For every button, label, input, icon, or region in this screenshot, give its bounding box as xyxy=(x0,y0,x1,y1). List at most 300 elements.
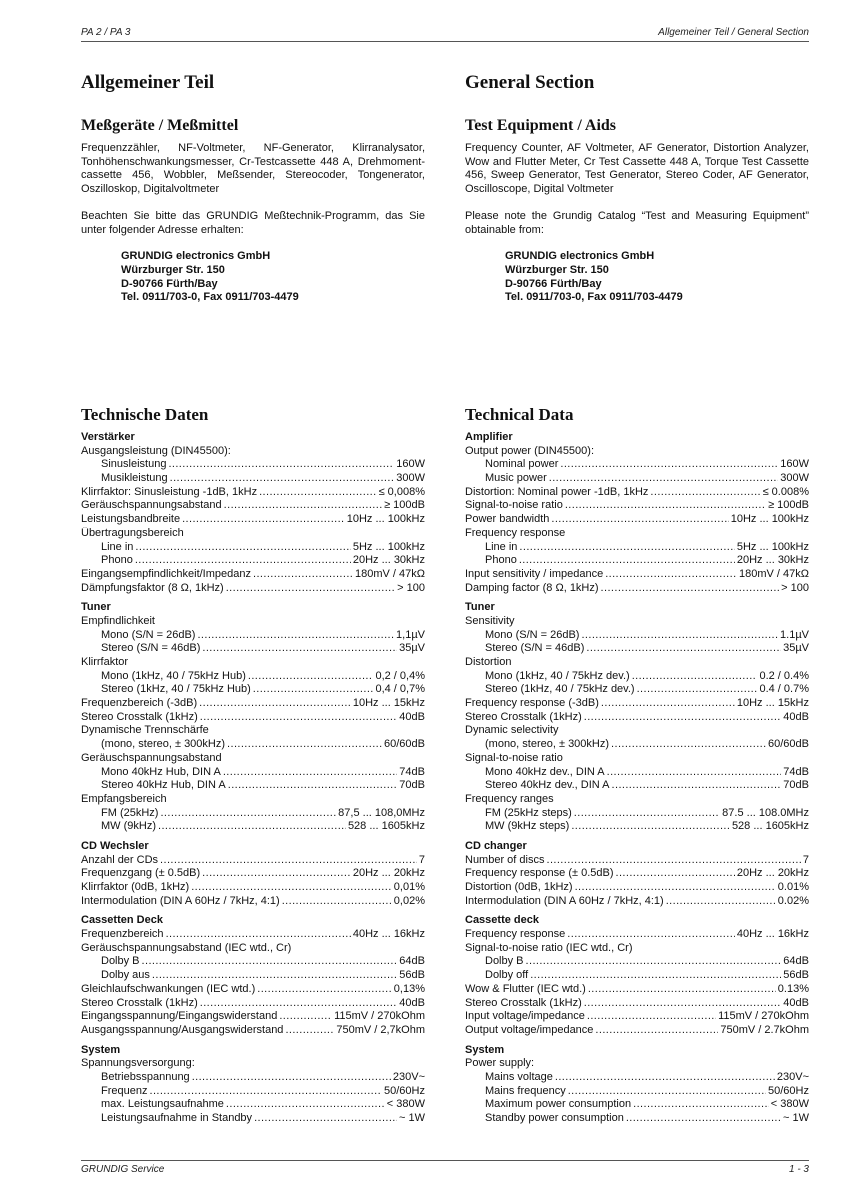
en-address-line: Tel. 0911/703-0, Fax 0911/703-4479 xyxy=(505,291,683,304)
spec-label: Frequenzbereich (-3dB) xyxy=(81,697,198,710)
spec-label: Dolby aus xyxy=(101,969,150,982)
spec-value: 528 ... 1605kHz xyxy=(347,820,425,833)
spec-value: 1,1µV xyxy=(396,628,425,641)
de-address-line: Tel. 0911/703-0, Fax 0911/703-4479 xyxy=(121,291,299,304)
spec-label: Stereo Crosstalk (1kHz) xyxy=(465,710,582,723)
dot-leader xyxy=(170,472,395,486)
spec-row xyxy=(81,486,425,500)
spec-label: Leistungsaufnahme in Standby xyxy=(101,1112,253,1124)
dot-leader xyxy=(574,807,720,821)
dot-leader xyxy=(565,499,766,513)
spec-label: Musikleistung xyxy=(101,472,168,485)
spec-row xyxy=(81,582,425,596)
spec-label: MW (9kHz) xyxy=(101,820,156,833)
spec-value: ≤ 0,008% xyxy=(378,485,425,498)
spec-label: Empfindlichkeit xyxy=(81,614,155,627)
spec-row xyxy=(465,711,809,725)
spec-label: max. Leistungsaufnahme xyxy=(101,1098,224,1111)
dot-leader xyxy=(227,738,382,752)
en-spec-list xyxy=(465,431,809,1126)
dot-leader xyxy=(551,513,728,527)
spec-section-title: Tuner xyxy=(465,601,495,614)
spec-label: Übertragungsbereich xyxy=(81,526,184,539)
spec-row xyxy=(465,807,809,821)
en-equipment-list: Frequency Counter, AF Voltmeter, AF Generator, Distortion Analyzer, Wow and Flutter Meter, Cr Test Cassette 448 A, Torque Test Cassette 456, Sweep Generator, Test Generator, Stereo Coder, AF Generator, Oscilloscope, Digital Voltmeter xyxy=(465,142,809,196)
spec-value: < 380W xyxy=(770,1098,809,1111)
dot-leader xyxy=(158,820,346,834)
spec-label: Stereo (S/N = 46dB) xyxy=(101,642,201,655)
spec-label: Mono (S/N = 26dB) xyxy=(485,628,580,641)
spec-row xyxy=(81,820,425,834)
spec-row xyxy=(465,683,809,697)
spec-label: Standby power consumption xyxy=(485,1112,624,1124)
spec-row xyxy=(81,670,425,684)
spec-label: Eingangsempfindlichkeit/Impedanz xyxy=(81,567,251,580)
spec-value: 20Hz ... 30kHz xyxy=(736,554,809,567)
spec-value: 35µV xyxy=(783,642,809,655)
spec-label: Dolby B xyxy=(101,955,140,968)
spec-label: Phono xyxy=(101,554,133,567)
spec-value: 64dB xyxy=(783,955,809,968)
spec-row xyxy=(465,766,809,780)
spec-row xyxy=(465,820,809,834)
spec-value: 0,01% xyxy=(393,881,425,893)
spec-row xyxy=(81,867,425,881)
spec-row xyxy=(465,779,809,793)
spec-row xyxy=(81,969,425,983)
spec-row xyxy=(81,541,425,555)
spec-row xyxy=(465,568,809,582)
spec-row xyxy=(465,527,809,541)
dot-leader xyxy=(248,670,374,684)
spec-label: Klirrfaktor: Sinusleistung -1dB, 1kHz xyxy=(81,485,258,498)
en-title: General Section xyxy=(465,72,595,93)
spec-label: Mains voltage xyxy=(485,1070,553,1083)
spec-row xyxy=(81,458,425,472)
spec-row xyxy=(465,582,809,596)
dot-leader xyxy=(588,983,776,997)
spec-value: 40dB xyxy=(783,996,809,1009)
spec-section-title: Verstärker xyxy=(81,431,135,443)
de-equipment-list: Frequenzzähler, NF-Voltmeter, NF-Generator, Klirranalysator, Tonhöhenschwankungsmesser, Cr-Testcassette 448 A, Drehmoment-cassette 456, Wobbler, Meßsender, Stereocoder, Tongenerator, Oszilloskop, Digitalvoltmeter xyxy=(81,142,425,196)
page-footer xyxy=(81,1160,809,1178)
spec-label: Input sensitivity / impedance xyxy=(465,567,604,580)
dot-leader xyxy=(587,1010,716,1024)
spec-label: Distortion: Nominal power -1dB, 1kHz xyxy=(465,485,649,498)
spec-label: Spannungsversorgung: xyxy=(81,1057,195,1070)
dot-leader xyxy=(567,928,735,942)
spec-label: Maximum power consumption xyxy=(485,1098,632,1111)
spec-label: Anzahl der CDs xyxy=(81,853,159,866)
spec-value: < 380W xyxy=(386,1098,425,1111)
dot-leader xyxy=(611,738,766,752)
dot-leader xyxy=(152,969,397,983)
spec-label: Sinusleistung xyxy=(101,458,167,471)
dot-leader xyxy=(228,779,398,793)
spec-row xyxy=(81,656,425,670)
spec-label: Stereo (1kHz, 40 / 75kHz Hub) xyxy=(101,683,251,696)
spec-value: 40Hz ... 16kHz xyxy=(736,928,809,941)
dot-leader xyxy=(197,629,394,643)
spec-section-title: Cassette deck xyxy=(465,914,539,927)
spec-label: Frequency response (-3dB) xyxy=(465,697,599,710)
spec-value: 0.01% xyxy=(777,881,809,893)
spec-row xyxy=(81,955,425,969)
spec-row xyxy=(81,472,425,486)
spec-label: Dolby B xyxy=(485,955,524,968)
spec-label: Phono xyxy=(485,554,517,567)
en-address xyxy=(465,250,809,305)
spec-value: 160W xyxy=(780,458,809,471)
spec-value: ≥ 100dB xyxy=(384,499,425,512)
spec-value: ~ 1W xyxy=(783,1112,809,1124)
spec-value: 0,4 / 0,7% xyxy=(375,683,425,696)
dot-leader xyxy=(530,969,781,983)
spec-value: 10Hz ... 15kHz xyxy=(736,697,809,710)
en-subtitle: Test Equipment / Aids xyxy=(465,117,617,134)
spec-value: 1.1µV xyxy=(780,628,809,641)
spec-row xyxy=(81,766,425,780)
spec-label: Dynamic selectivity xyxy=(465,724,559,737)
spec-label: Damping factor (8 Ω, 1kHz) xyxy=(465,581,599,594)
spec-row xyxy=(81,1085,425,1099)
spec-value: 230V~ xyxy=(776,1070,809,1083)
de-title: Allgemeiner Teil xyxy=(81,72,215,93)
spec-row xyxy=(81,711,425,725)
spec-label: Geräuschspannungsabstand (IEC wtd., Cr) xyxy=(81,941,292,954)
en-technical-data xyxy=(465,405,809,1126)
spec-row xyxy=(81,738,425,752)
dot-leader xyxy=(149,1085,382,1099)
spec-value: 0,2 / 0,4% xyxy=(375,669,425,682)
header-model: PA 2 / PA 3 xyxy=(81,27,131,38)
spec-label: Signal-to-noise ratio xyxy=(465,751,563,764)
spec-label: Input voltage/impedance xyxy=(465,1010,585,1023)
spec-value: 56dB xyxy=(783,969,809,982)
spec-row xyxy=(465,724,809,738)
dot-leader xyxy=(285,1024,334,1038)
spec-label: Line in xyxy=(101,540,134,553)
dot-leader xyxy=(200,997,398,1011)
spec-value: 300W xyxy=(396,472,425,485)
spec-value: 115mV / 270kOhm xyxy=(334,1010,425,1023)
spec-label: (mono, stereo, ± 300kHz) xyxy=(485,738,610,751)
dot-leader xyxy=(633,1098,769,1112)
spec-label: Mains frequency xyxy=(485,1084,566,1097)
spec-label: Stereo Crosstalk (1kHz) xyxy=(81,710,198,723)
dot-leader xyxy=(253,683,374,697)
spec-row xyxy=(81,1071,425,1085)
dot-leader xyxy=(666,895,776,909)
spec-row xyxy=(465,486,809,500)
spec-value: 160W xyxy=(396,458,425,471)
spec-row xyxy=(81,683,425,697)
spec-section-title: System xyxy=(81,1043,121,1056)
spec-label: Signal-to-noise ratio xyxy=(465,499,563,512)
de-tech-title: Technische Daten xyxy=(81,405,209,424)
spec-label: Geräuschspannungsabstand xyxy=(81,499,222,512)
spec-label: Power bandwidth xyxy=(465,513,550,526)
spec-value: 180mV / 47kΩ xyxy=(739,567,809,580)
spec-value: 70dB xyxy=(399,779,425,792)
spec-row xyxy=(81,807,425,821)
spec-row xyxy=(465,928,809,942)
spec-label: Frequency response xyxy=(465,928,566,941)
en-address-line: GRUNDIG electronics GmbH xyxy=(505,250,655,263)
spec-row xyxy=(81,942,425,956)
spec-value: 0.02% xyxy=(777,894,809,907)
spec-value: 750mV / 2,7kOhm xyxy=(336,1023,425,1036)
spec-row xyxy=(465,697,809,711)
spec-row xyxy=(81,513,425,527)
dot-leader xyxy=(519,554,735,568)
spec-row xyxy=(81,752,425,766)
spec-label: Mono (S/N = 26dB) xyxy=(101,628,196,641)
dot-leader xyxy=(568,1085,766,1099)
dot-leader xyxy=(191,881,392,895)
spec-row xyxy=(81,527,425,541)
spec-label: FM (25kHz) xyxy=(101,806,159,819)
spec-value: 10Hz ... 15kHz xyxy=(352,697,425,710)
spec-label: Eingangsspannung/Eingangswiderstand xyxy=(81,1010,278,1023)
spec-value: 5Hz ... 100kHz xyxy=(736,540,809,553)
spec-value: > 100 xyxy=(397,581,425,594)
spec-section-title: Cassetten Deck xyxy=(81,914,163,927)
spec-label: Mono (1kHz, 40 / 75kHz Hub) xyxy=(101,669,246,682)
dot-leader xyxy=(166,928,351,942)
dot-leader xyxy=(226,582,395,596)
en-address-line: Würzburger Str. 150 xyxy=(505,263,609,276)
spec-label: Klirrfaktor (0dB, 1kHz) xyxy=(81,881,190,893)
spec-value: 87.5 ... 108.0MHz xyxy=(722,806,809,819)
spec-row xyxy=(465,1010,809,1024)
dot-leader xyxy=(200,711,398,725)
spec-value: ≤ 0.008% xyxy=(762,485,809,498)
dot-leader xyxy=(595,1024,718,1038)
spec-label: Stereo (S/N = 46dB) xyxy=(485,642,585,655)
spec-value: 40Hz ... 16kHz xyxy=(352,928,425,941)
spec-label: Frequenzgang (± 0.5dB) xyxy=(81,867,201,880)
spec-label: Dynamische Trennschärfe xyxy=(81,724,209,737)
dot-leader xyxy=(223,766,397,780)
de-spec-list xyxy=(81,431,425,1126)
spec-value: 87,5 ... 108,0MHz xyxy=(338,806,425,819)
spec-label: Frequency ranges xyxy=(465,792,554,805)
dot-leader xyxy=(555,1071,775,1085)
spec-row xyxy=(81,697,425,711)
dot-leader xyxy=(571,820,730,834)
spec-label: FM (25kHz steps) xyxy=(485,806,572,819)
spec-row xyxy=(465,499,809,513)
header-section: Allgemeiner Teil / General Section xyxy=(658,27,809,38)
de-subtitle: Meßgeräte / Meßmittel xyxy=(81,117,239,134)
spec-row xyxy=(81,1098,425,1112)
dot-leader xyxy=(142,955,398,969)
spec-value: 7 xyxy=(418,853,425,866)
spec-value: ~ 1W xyxy=(399,1112,425,1124)
en-address-line: D-90766 Fürth/Bay xyxy=(505,277,602,290)
page-header xyxy=(81,27,809,42)
de-general xyxy=(81,72,425,305)
dot-leader xyxy=(650,486,760,500)
dot-leader xyxy=(584,997,782,1011)
spec-label: Gleichlaufschwankungen (IEC wtd.) xyxy=(81,982,256,995)
spec-row xyxy=(81,554,425,568)
spec-row xyxy=(465,629,809,643)
spec-value: 10Hz ... 100kHz xyxy=(730,513,809,526)
spec-label: Wow & Flutter (IEC wtd.) xyxy=(465,982,586,995)
spec-label: Dolby off xyxy=(485,969,529,982)
spec-label: Mono 40kHz Hub, DIN A xyxy=(101,765,221,778)
spec-value: 7 xyxy=(802,853,809,866)
spec-row xyxy=(465,793,809,807)
spec-value: 20Hz ... 20kHz xyxy=(352,867,425,880)
spec-label: Power supply: xyxy=(465,1057,535,1070)
spec-value: 50/60Hz xyxy=(384,1084,425,1097)
spec-section-title: Amplifier xyxy=(465,431,513,443)
spec-value: 750mV / 2.7kOhm xyxy=(720,1023,809,1036)
spec-label: Ausgangsleistung (DIN45500): xyxy=(81,444,231,457)
page-number: 1 - 3 xyxy=(788,1164,809,1175)
spec-label: Frequency response xyxy=(465,526,566,539)
dot-leader xyxy=(202,867,351,881)
spec-label: Sensitivity xyxy=(465,614,515,627)
spec-label: Line in xyxy=(485,540,518,553)
spec-value: 60/60dB xyxy=(384,738,425,751)
dot-leader xyxy=(607,766,782,780)
spec-value: 5Hz ... 100kHz xyxy=(352,540,425,553)
de-address xyxy=(81,250,425,305)
dot-leader xyxy=(168,458,394,472)
spec-row xyxy=(81,724,425,738)
spec-value: 20Hz ... 20kHz xyxy=(736,867,809,880)
dot-leader xyxy=(605,568,737,582)
en-tech-title: Technical Data xyxy=(465,405,574,424)
spec-row xyxy=(465,472,809,486)
spec-value: 0.4 / 0.7% xyxy=(759,683,809,696)
spec-row xyxy=(81,1010,425,1024)
spec-row xyxy=(465,867,809,881)
spec-row xyxy=(465,1024,809,1038)
spec-row xyxy=(465,670,809,684)
dot-leader xyxy=(224,499,382,513)
spec-row xyxy=(81,445,425,459)
spec-label: Empfangsbereich xyxy=(81,792,167,805)
spec-label: Betriebsspannung xyxy=(101,1070,190,1083)
dot-leader xyxy=(282,895,392,909)
spec-row xyxy=(465,445,809,459)
spec-value: 35µV xyxy=(399,642,425,655)
spec-row xyxy=(81,793,425,807)
dot-leader xyxy=(601,582,780,596)
spec-row xyxy=(81,779,425,793)
spec-row xyxy=(81,1024,425,1038)
spec-value: 20Hz ... 30kHz xyxy=(352,554,425,567)
spec-value: 74dB xyxy=(399,765,425,778)
spec-label: Stereo (1kHz, 40 / 75kHz dev.) xyxy=(485,683,635,696)
dot-leader xyxy=(612,779,782,793)
spec-row xyxy=(81,615,425,629)
de-address-line: GRUNDIG electronics GmbH xyxy=(121,250,271,263)
spec-section-title: CD changer xyxy=(465,839,527,852)
spec-value: 10Hz ... 100kHz xyxy=(346,513,425,526)
spec-label: Leistungsbandbreite xyxy=(81,513,181,526)
spec-value: 50/60Hz xyxy=(768,1084,809,1097)
spec-value: 74dB xyxy=(783,765,809,778)
spec-row xyxy=(81,1112,425,1126)
spec-label: Stereo Crosstalk (1kHz) xyxy=(81,996,198,1009)
spec-row xyxy=(81,568,425,582)
spec-label: Stereo 40kHz Hub, DIN A xyxy=(101,779,226,792)
dot-leader xyxy=(637,683,758,697)
spec-row xyxy=(465,752,809,766)
spec-value: 180mV / 47kΩ xyxy=(355,567,425,580)
de-address-line: D-90766 Fürth/Bay xyxy=(121,277,218,290)
spec-label: Geräuschspannungsabstand xyxy=(81,751,222,764)
dot-leader xyxy=(160,854,417,868)
spec-row xyxy=(465,615,809,629)
dot-leader xyxy=(626,1112,781,1126)
spec-row xyxy=(81,997,425,1011)
dot-leader xyxy=(254,1112,397,1126)
spec-value: 0.2 / 0.4% xyxy=(759,669,809,682)
dot-leader xyxy=(253,568,353,582)
spec-label: Output voltage/impedance xyxy=(465,1023,594,1036)
spec-value: 70dB xyxy=(783,779,809,792)
spec-label: Intermodulation (DIN A 60Hz / 7kHz, 4:1) xyxy=(81,894,280,907)
spec-row xyxy=(81,854,425,868)
spec-label: Distortion (0dB, 1kHz) xyxy=(465,881,573,893)
dot-leader xyxy=(259,486,377,500)
spec-row xyxy=(465,1112,809,1126)
spec-row xyxy=(465,895,809,909)
spec-row xyxy=(81,499,425,513)
spec-label: Dämpfungsfaktor (8 Ω, 1kHz) xyxy=(81,581,224,594)
de-address-line: Würzburger Str. 150 xyxy=(121,263,225,276)
spec-label: Mono (1kHz, 40 / 75kHz dev.) xyxy=(485,669,630,682)
spec-label: Intermodulation (DIN A 60Hz / 7kHz, 4:1) xyxy=(465,894,664,907)
spec-row xyxy=(81,1057,425,1071)
spec-row xyxy=(81,928,425,942)
spec-row xyxy=(465,881,809,895)
spec-label: Stereo Crosstalk (1kHz) xyxy=(465,996,582,1009)
spec-row xyxy=(465,942,809,956)
spec-row xyxy=(81,983,425,997)
dot-leader xyxy=(584,711,782,725)
spec-row xyxy=(81,895,425,909)
dot-leader xyxy=(601,697,735,711)
spec-label: (mono, stereo, ± 300kHz) xyxy=(101,738,226,751)
dot-leader xyxy=(226,1098,385,1112)
dot-leader xyxy=(616,867,735,881)
spec-value: 60/60dB xyxy=(768,738,809,751)
spec-value: 40dB xyxy=(399,996,425,1009)
dot-leader xyxy=(135,554,351,568)
spec-row xyxy=(465,1071,809,1085)
spec-label: Signal-to-noise ratio (IEC wtd., Cr) xyxy=(465,941,633,954)
dot-leader xyxy=(182,513,345,527)
spec-label: Output power (DIN45500): xyxy=(465,444,595,457)
dot-leader xyxy=(581,629,778,643)
spec-value: 230V~ xyxy=(392,1070,425,1083)
spec-value: 300W xyxy=(780,472,809,485)
dot-leader xyxy=(192,1071,391,1085)
spec-label: Frequenzbereich xyxy=(81,928,164,941)
spec-label: Stereo 40kHz dev., DIN A xyxy=(485,779,610,792)
spec-label: Klirrfaktor xyxy=(81,656,129,668)
dot-leader xyxy=(160,807,336,821)
spec-row xyxy=(465,554,809,568)
